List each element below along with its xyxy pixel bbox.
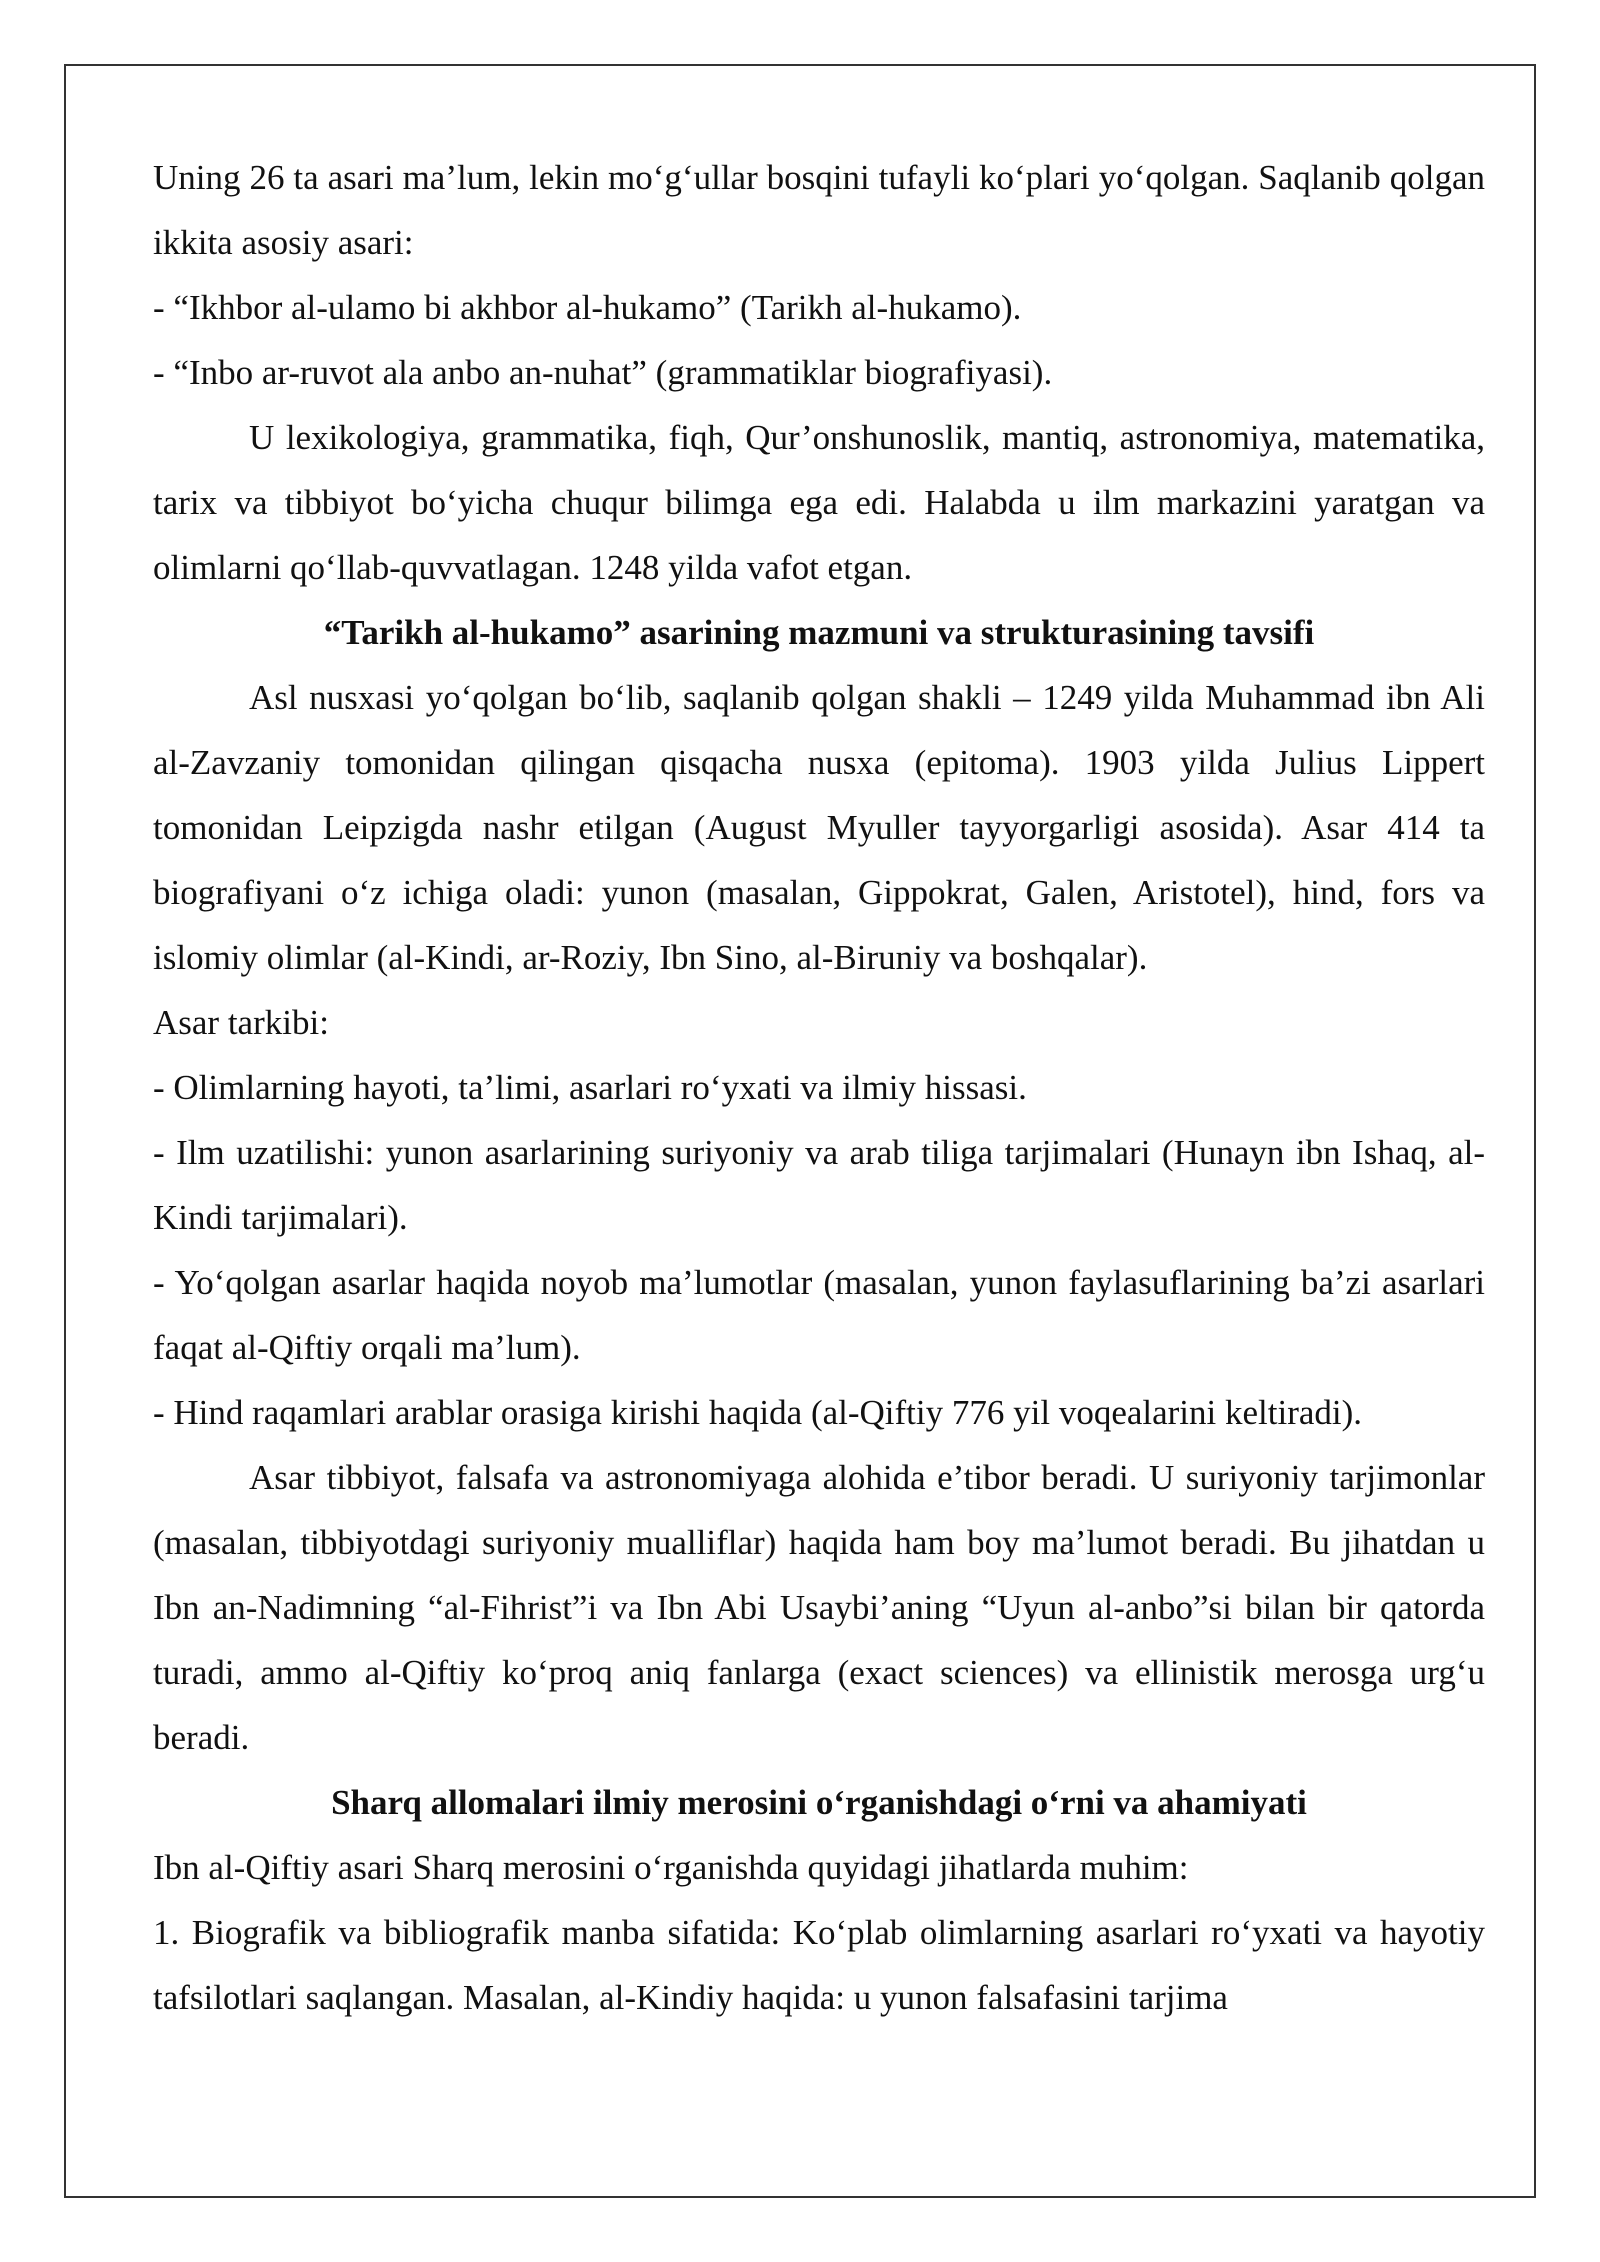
paragraph: Asl nusxasi yo‘qolgan bo‘lib, saqlanib qolgan shakli – 1249 yilda Muhammad ibn Ali al-Zavzaniy tomonidan qilingan qisqacha nusxa (epitoma). 1903 yilda Julius Lippert tomonidan Leipzigda nashr etilgan (August Myuller tayyorgarligi asosida). Asar 414 ta biografiyani o‘z ichiga oladi: yunon (masalan, Gippokrat, Galen, Aristotel), hind, fors va islomiy olimlar (al-Kindi, ar-Roziy, Ibn Sino, al-Biruniy va boshqalar). xyxy=(153,678,1485,977)
numbered-item: 1. Biografik va bibliografik manba sifatida: Ko‘plab olimlarning asarlari ro‘yxati va hayotiy tafsilotlari saqlangan. Masalan, al-Kindiy haqida: u yunon falsafasini tarjima xyxy=(153,1913,1485,2017)
paragraph: Uning 26 ta asari ma’lum, lekin mo‘g‘ullar bosqini tufayli ko‘plari yo‘qolgan. Saqlanib qolgan ikkita asosiy asari: xyxy=(153,158,1485,262)
list-item: - Ilm uzatilishi: yunon asarlarining suriyoniy va arab tiliga tarjimalari (Hunayn ibn Ishaq, al-Kindi tarjimalari). xyxy=(153,1133,1485,1237)
paragraph: Asar tibbiyot, falsafa va astronomiyaga alohida e’tibor beradi. U suriyoniy tarjimonlar (masalan, tibbiyotdagi suriyoniy mualliflar) haqida ham boy ma’lumot beradi. Bu jihatdan u Ibn an-Nadimning “al-Fihrist”i va Ibn Abi Usaybi’aning “Uyun al-anbo”si bilan bir qatorda turadi, ammo al-Qiftiy ko‘proq aniq fanlarga (exact sciences) va ellinistik merosga urg‘u beradi. xyxy=(153,1458,1485,1757)
list-item: - Yo‘qolgan asarlar haqida noyob ma’lumotlar (masalan, yunon faylasuflarining ba’zi asarlari faqat al-Qiftiy orqali ma’lum). xyxy=(153,1263,1485,1367)
list-item: - “Ikhbor al-ulamo bi akhbor al-hukamo” (Tarikh al-hukamo). xyxy=(153,288,1022,327)
section-heading: “Tarikh al-hukamo” asarining mazmuni va strukturasining tavsifi xyxy=(323,613,1315,652)
list-item: - “Inbo ar-ruvot ala anbo an-nuhat” (grammatiklar biografiyasi). xyxy=(153,353,1053,392)
paragraph: Asar tarkibi: xyxy=(153,1003,329,1042)
list-item: - Olimlarning hayoti, ta’limi, asarlari ro‘yxati va ilmiy hissasi. xyxy=(153,1068,1027,1107)
paragraph: Ibn al-Qiftiy asari Sharq merosini o‘rganishda quyidagi jihatlarda muhim: xyxy=(153,1848,1189,1887)
list-item: - Hind raqamlari arablar orasiga kirishi haqida (al-Qiftiy 776 yil voqealarini keltiradi). xyxy=(153,1393,1363,1432)
section-heading: Sharq allomalari ilmiy merosini o‘rganishdagi o‘rni va ahamiyati xyxy=(331,1783,1307,1822)
document-body xyxy=(153,145,1485,2030)
paragraph: U lexikologiya, grammatika, fiqh, Qur’onshunoslik, mantiq, astronomiya, matematika, tarix va tibbiyot bo‘yicha chuqur bilimga ega edi. Halabda u ilm markazini yaratgan va olimlarni qo‘llab-quvvatlagan. 1248 yilda vafot etgan. xyxy=(153,418,1485,587)
